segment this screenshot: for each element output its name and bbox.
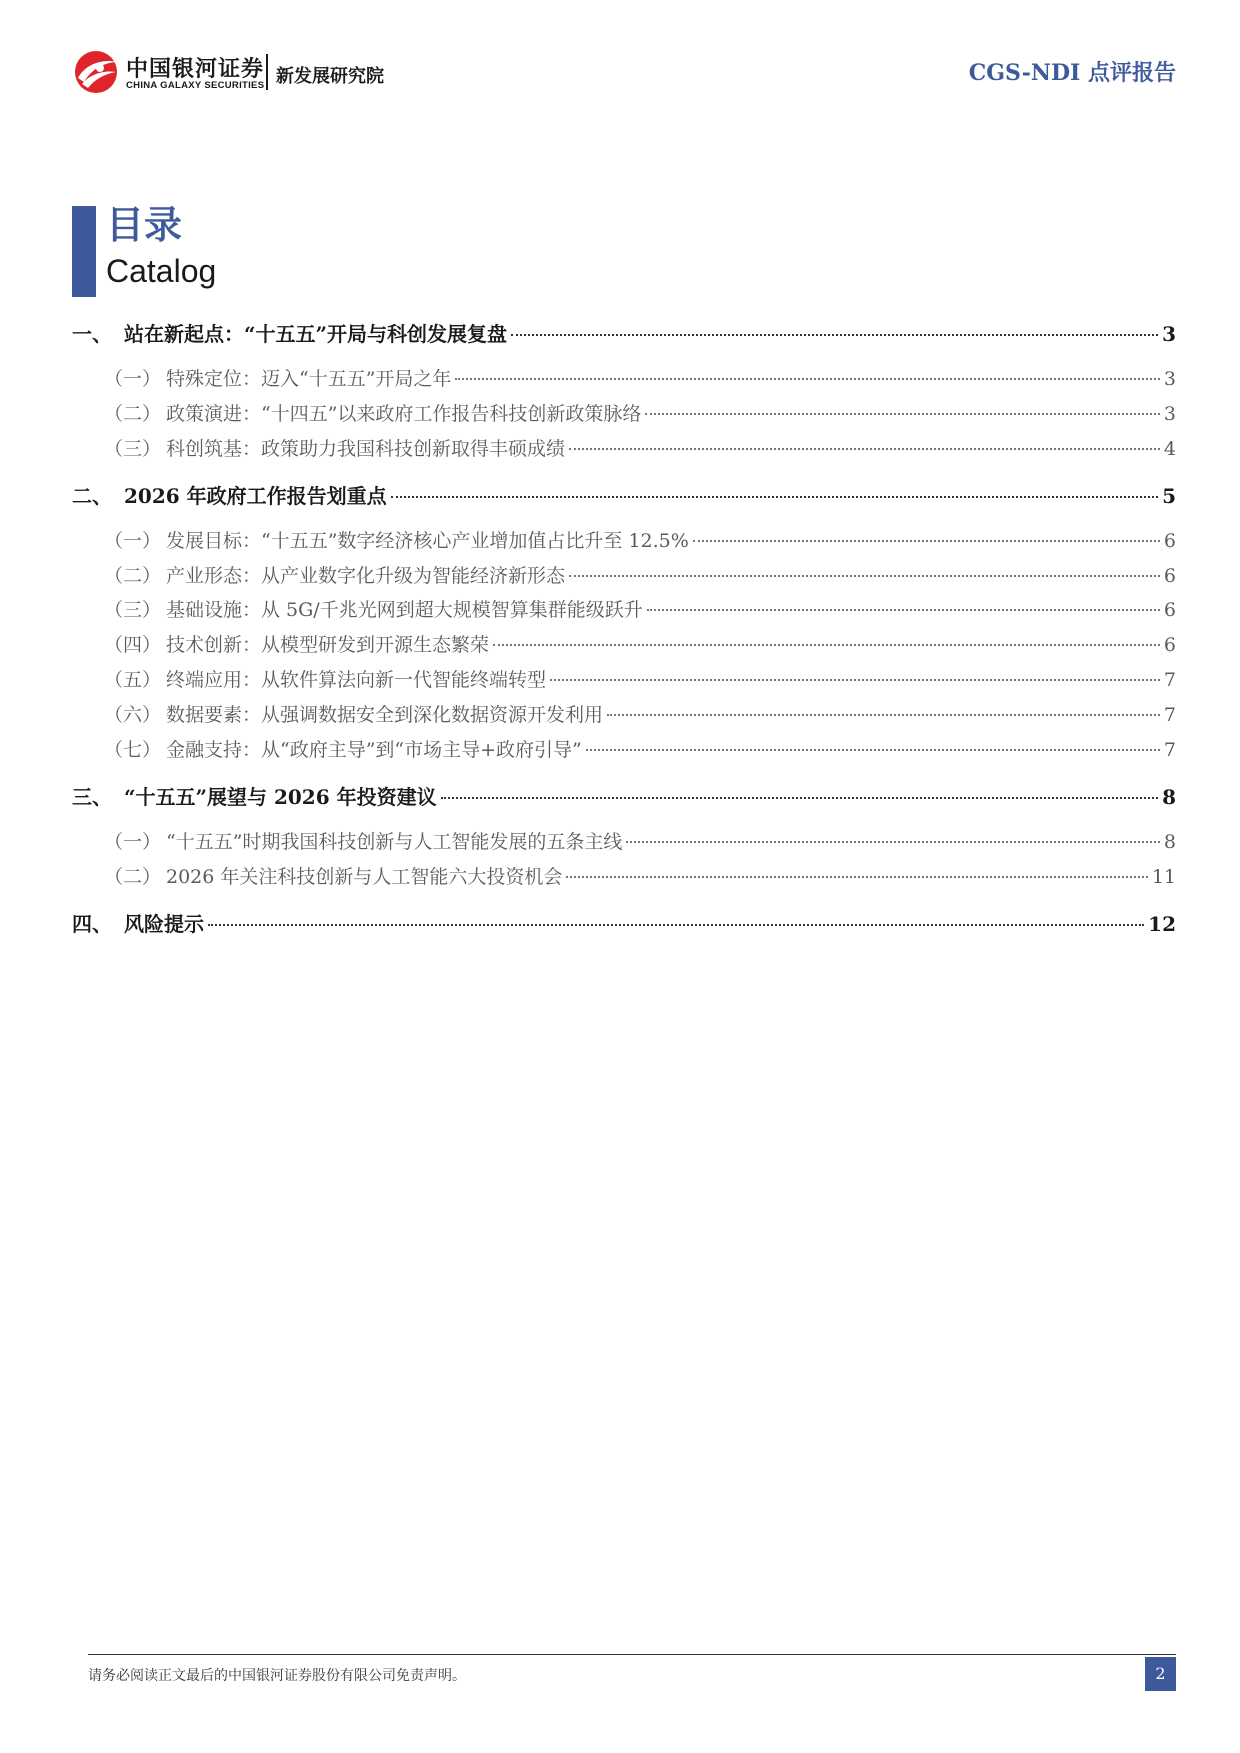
brand-name-en: CHINA GALAXY SECURITIES [126, 80, 265, 91]
toc-number: （一） [104, 831, 162, 853]
toc-number: 二、 [72, 484, 112, 508]
toc-entry[interactable] [72, 526, 1176, 554]
toc-entry[interactable] [72, 735, 1176, 763]
toc-title: 基础设施：从 5G/千兆光网到超大规模智算集群能级跃升 [166, 599, 643, 621]
toc-entry[interactable] [72, 908, 1176, 936]
toc-entry[interactable] [72, 364, 1176, 392]
toc-leader-dots [693, 540, 1160, 542]
footer-divider [88, 1654, 1176, 1655]
toc-page-number: 4 [1163, 438, 1176, 460]
toc-title: 特殊定位：迈入“十五五”开局之年 [166, 368, 452, 390]
toc-leader-dots [208, 924, 1144, 926]
toc-page-number: 3 [1162, 322, 1176, 346]
toc-title: 政策演进：“十四五”以来政府工作报告科技创新政策脉络 [166, 403, 642, 425]
toc-entry[interactable] [72, 595, 1176, 623]
toc-number: （一） [104, 368, 162, 390]
toc-page-number: 3 [1163, 403, 1176, 425]
toc-number: （五） [104, 669, 162, 691]
page-title-cn: 目录 [106, 203, 183, 247]
toc-title: 金融支持：从“政府主导”到“市场主导+政府引导” [166, 739, 582, 761]
toc-number: （二） [104, 565, 162, 587]
toc-leader-dots [391, 496, 1158, 498]
toc-number: （四） [104, 634, 162, 656]
toc-leader-dots [566, 876, 1147, 878]
toc-title: 产业形态：从产业数字化升级为智能经济新形态 [166, 565, 566, 587]
toc-title: “十五五”时期我国科技创新与人工智能发展的五条主线 [166, 831, 623, 853]
toc-number: （三） [104, 438, 162, 460]
toc-page-number: 6 [1163, 599, 1176, 621]
toc-page-number: 11 [1151, 866, 1176, 888]
toc-page-number: 6 [1163, 565, 1176, 587]
toc-page-number: 12 [1148, 912, 1176, 936]
toc-number: 四、 [72, 912, 112, 936]
toc-page-number: 5 [1162, 484, 1176, 508]
brand-name-cn: 中国银河证券 [126, 57, 265, 82]
toc-page-number: 7 [1163, 669, 1176, 691]
toc-entry[interactable] [72, 480, 1176, 508]
toc-entry[interactable] [72, 665, 1176, 693]
institute-name: 新发展研究院 [276, 66, 384, 87]
toc-number: （二） [104, 866, 162, 888]
footer-disclaimer: 请务必阅读正文最后的中国银河证券股份有限公司免责声明。 [88, 1668, 466, 1684]
toc-leader-dots [569, 448, 1160, 450]
title-accent-bar [72, 206, 96, 297]
toc-leader-dots [569, 575, 1160, 577]
toc-page-number: 3 [1163, 368, 1176, 390]
toc-entry[interactable] [72, 434, 1176, 462]
toc-number: （二） [104, 403, 162, 425]
toc-page-number: 7 [1163, 704, 1176, 726]
toc-title: 发展目标：“十五五”数字经济核心产业增加值占比升至 12.5% [166, 530, 689, 552]
page-number: 2 [1145, 1657, 1176, 1691]
toc-leader-dots [647, 609, 1160, 611]
toc-entry[interactable] [72, 561, 1176, 589]
toc-entry[interactable] [72, 700, 1176, 728]
toc-entry[interactable] [72, 399, 1176, 427]
toc-page-number: 7 [1163, 739, 1176, 761]
page-title-en: Catalog [106, 253, 217, 289]
toc-title: 数据要素：从强调数据安全到深化数据资源开发利用 [166, 704, 604, 726]
toc-title: 站在新起点：“十五五”开局与科创发展复盘 [124, 322, 508, 346]
toc-leader-dots [441, 797, 1158, 799]
toc-entry[interactable] [72, 630, 1176, 658]
galaxy-logo-icon [70, 48, 122, 96]
toc-title: 科创筑基：政策助力我国科技创新取得丰硕成绩 [166, 438, 566, 460]
toc-leader-dots [626, 841, 1159, 843]
toc-leader-dots [550, 679, 1160, 681]
toc-number: 三、 [72, 785, 112, 809]
toc-leader-dots [607, 714, 1160, 716]
toc-number: （三） [104, 599, 162, 621]
toc-page-number: 8 [1162, 785, 1176, 809]
toc-title: 2026 年政府工作报告划重点 [124, 484, 387, 508]
toc-leader-dots [645, 413, 1159, 415]
toc-entry[interactable] [72, 318, 1176, 346]
toc-title: “十五五”展望与 2026 年投资建议 [124, 785, 437, 809]
toc-entry[interactable] [72, 862, 1176, 890]
toc-page-number: 8 [1163, 831, 1176, 853]
toc-entry[interactable] [72, 827, 1176, 855]
toc-title: 终端应用：从软件算法向新一代智能终端转型 [166, 669, 547, 691]
toc-number: （六） [104, 704, 162, 726]
toc-leader-dots [493, 644, 1160, 646]
toc-leader-dots [511, 334, 1158, 336]
toc-number: （一） [104, 530, 162, 552]
toc-page-number: 6 [1163, 530, 1176, 552]
toc-number: 一、 [72, 322, 112, 346]
toc-leader-dots [586, 749, 1160, 751]
report-type: CGS-NDI 点评报告 [968, 60, 1176, 86]
toc-title: 技术创新：从模型研发到开源生态繁荣 [166, 634, 490, 656]
toc-page-number: 6 [1163, 634, 1176, 656]
toc-number: （七） [104, 739, 162, 761]
toc-leader-dots [455, 378, 1159, 380]
toc-entry[interactable] [72, 781, 1176, 809]
toc-title: 2026 年关注科技创新与人工智能六大投资机会 [166, 866, 563, 888]
brand-divider [266, 54, 268, 90]
page-header [70, 48, 1176, 96]
toc-title: 风险提示 [124, 912, 204, 936]
